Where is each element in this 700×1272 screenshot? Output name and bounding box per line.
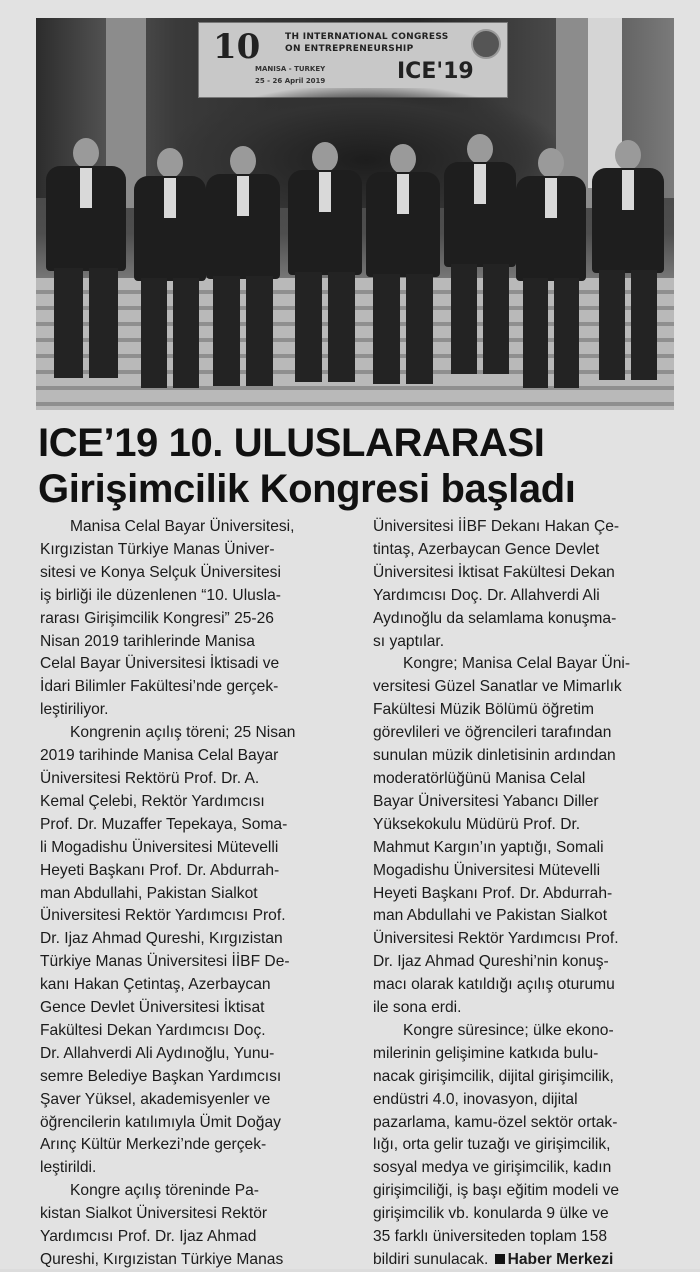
article-line: Fakültesi Dekan Yardımcısı Doç. (40, 1021, 266, 1039)
article-line: Kemal Çelebi, Rektör Yardımcısı (40, 792, 265, 810)
article-headline (38, 420, 678, 512)
article-line: Prof. Dr. Muzaffer Tepekaya, Soma- (40, 815, 288, 833)
banner-title-line1: TH INTERNATIONAL CONGRESS (285, 32, 449, 42)
article-line: Kongre; Manisa Celal Bayar Üni- (403, 655, 631, 673)
congress-banner (198, 22, 508, 98)
article-line: milerinin gelişimine katkıda bulu- (373, 1044, 599, 1062)
banner-title-line2: ON ENTREPRENEURSHIP (285, 44, 414, 54)
article-line: Heyeti Başkanı Prof. Dr. Abdurrah- (40, 861, 280, 879)
article-line: sitesi ve Konya Selçuk Üniversitesi (40, 563, 281, 581)
article-column-right (373, 516, 679, 1272)
article-line: endüstri 4.0, inovasyon, dijital (373, 1090, 578, 1108)
article-line: Mogadishu Üniversitesi Mütevelli (373, 861, 601, 879)
article-line: Üniversitesi İktisat Fakültesi Dekan (373, 563, 615, 581)
article-line: Bayar Üniversitesi Yabancı Diller (373, 792, 599, 810)
article-line: 2019 tarihinde Manisa Celal Bayar (40, 747, 279, 765)
article-line: Mahmut Kargın’ın yaptığı, Somali (373, 838, 604, 856)
article-line: iş birliği ile düzenlenen “10. Ulusla- (40, 586, 281, 604)
article-line: Heyeti Başkanı Prof. Dr. Abdurrah- (373, 884, 613, 902)
article-line: sunulan müzik dinletisinin ardından (373, 747, 616, 765)
article-line: rarası Girişimcilik Kongresi” 25-26 (40, 609, 274, 627)
article-line: li Mogadishu Üniversitesi Mütevelli (40, 838, 279, 856)
article-line: versitesi Güzel Sanatlar ve Mimarlık (373, 678, 622, 696)
article-line: Dr. Ijaz Ahmad Qureshi, Kırgızistan (40, 930, 283, 948)
university-logo-icon (471, 29, 501, 59)
article-line: görevlileri ve öğrencileri tarafından (373, 724, 612, 742)
article-line: tintaş, Azerbaycan Gence Devlet (373, 540, 600, 558)
article-line: Şaver Yüksel, akademisyenler ve (40, 1090, 271, 1108)
article-line: pazarlama, kamu-özel sektör ortak- (373, 1113, 618, 1131)
article-line: nacak girişimcilik, dijital girişimcilik, (373, 1067, 614, 1085)
article-column-left (40, 516, 360, 1272)
article-line: leştirildi. (40, 1159, 97, 1177)
article-line: macı olarak katıldığı açılış oturumu (373, 976, 615, 994)
article-line: Üniversitesi İİBF Dekanı Hakan Çe- (373, 518, 620, 535)
article-line: leştiriliyor. (40, 701, 109, 719)
article-line: Celal Bayar Üniversitesi İktisadi ve (40, 655, 280, 673)
article-line: Kırgızistan Türkiye Manas Üniver- (40, 540, 275, 558)
article-line: Yardımcısı Prof. Dr. Ijaz Ahmad (40, 1228, 257, 1246)
article-line: Nisan 2019 tarihlerinde Manisa (40, 632, 255, 650)
article-line: Türkiye Manas Üniversitesi İİBF De- (40, 953, 290, 971)
article-line: girişimcilik vb. konularda 9 ülke ve (373, 1205, 609, 1223)
article-line: Yardımcısı Doç. Dr. Allahverdi Ali (373, 586, 600, 604)
article-line: Aydınoğlu da selamlama konuşma- (373, 609, 617, 627)
group-photo (36, 18, 674, 410)
banner-number: 10 (213, 27, 261, 67)
article-line: Manisa Celal Bayar Üniversitesi, (70, 518, 295, 535)
signature-text: Haber Merkezi (507, 1251, 614, 1268)
article-line: lığı, orta gelir tuzağı ve girişimcilik, (373, 1136, 611, 1154)
article-line: Kongrenin açılış töreni; 25 Nisan (70, 724, 296, 742)
article-line: man Abdullahi ve Pakistan Sialkot (373, 907, 608, 925)
author-signature (488, 1251, 613, 1268)
article-line: kistan Sialkot Üniversitesi Rektör (40, 1205, 268, 1223)
article-line: sı yaptılar. (373, 632, 445, 650)
article-line: Dr. Allahverdi Ali Aydınoğlu, Yunu- (40, 1044, 275, 1062)
article-line: bildiri sunulacak. Haber Merkezi (373, 1251, 614, 1268)
banner-dates: 25 - 26 April 2019 (255, 77, 326, 85)
article-line: 35 farklı üniversiteden toplam 158 (373, 1228, 608, 1246)
article-line: Dr. Ijaz Ahmad Qureshi’nin konuş- (373, 953, 609, 971)
banner-location: MANISA - TURKEY (255, 65, 326, 73)
banner-acronym: ICE'19 (397, 59, 474, 84)
article-line: öğrencilerin katılımıyla Ümit Doğay (40, 1113, 281, 1131)
article-line: girişimciliği, iş başı eğitim modeli ve (373, 1182, 620, 1200)
article-line: kanı Hakan Çetintaş, Azerbaycan (40, 976, 271, 994)
headline-line2: Girişimcilik Kongresi başladı (38, 467, 576, 511)
article-line: Kongre süresince; ülke ekono- (403, 1021, 614, 1039)
article-line: sosyal medya ve girişimcilik, kadın (373, 1159, 612, 1177)
article-line: moderatörlüğünü Manisa Celal (373, 769, 586, 787)
article-line: semre Belediye Başkan Yardımcısı (40, 1067, 282, 1085)
article-line: Kongre açılış töreninde Pa- (70, 1182, 259, 1200)
article-line: Qureshi, Kırgızistan Türkiye Manas (40, 1251, 284, 1268)
article-line: man Abdullahi, Pakistan Sialkot (40, 884, 258, 902)
article-line: Üniversitesi Rektör Yardımcısı Prof. (40, 907, 286, 925)
article-line: Fakültesi Müzik Bölümü öğretim (373, 701, 594, 719)
article-line: Gence Devlet Üniversitesi İktisat (40, 999, 265, 1017)
article-line: İdari Bilimler Fakültesi’nde gerçek- (40, 678, 279, 696)
square-bullet-icon (495, 1254, 505, 1264)
article-line: Arınç Kültür Merkezi’nde gerçek- (40, 1136, 267, 1154)
article-line: ile sona erdi. (373, 999, 462, 1017)
article-line: Üniversitesi Rektörü Prof. Dr. A. (40, 769, 260, 787)
article-line: Üniversitesi Rektör Yardımcısı Prof. (373, 930, 619, 948)
article-line: Yüksekokulu Müdürü Prof. Dr. (373, 815, 581, 833)
headline-line1: ICE’19 10. ULUSLARARASI (38, 421, 545, 465)
